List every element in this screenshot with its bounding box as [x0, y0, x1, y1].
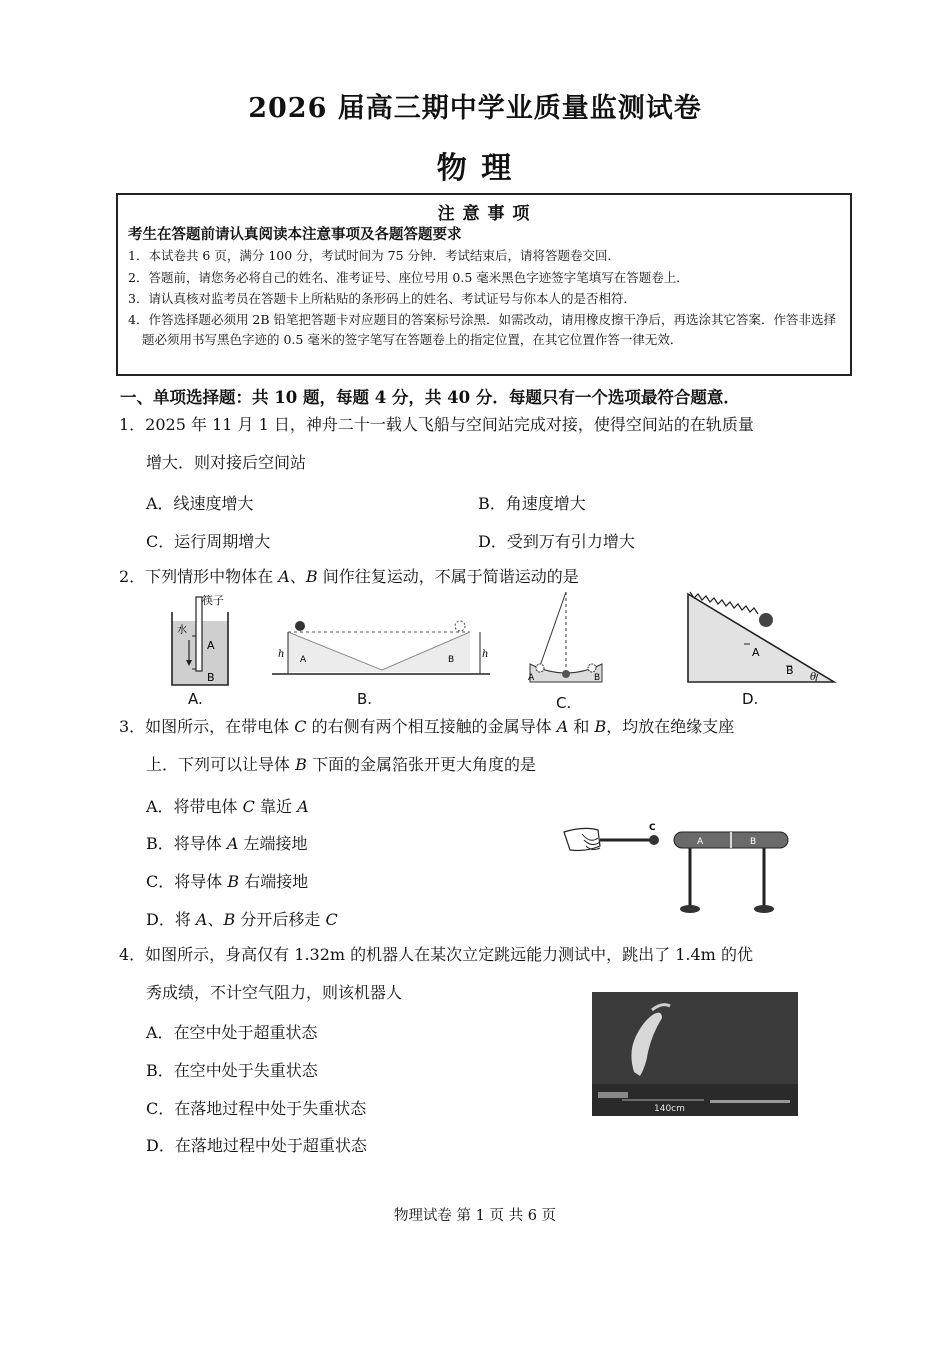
label-chopstick: 筷子 [202, 594, 224, 607]
label-h-left: h [278, 649, 285, 660]
notice-item: 4．作答选择题必须用 2B 铅笔把答题卡对应题目的答案标号涂黑．如需改动，请用橡皮擦干净后，再选涂其它答案．作答非选择题必须用书写黑色字迹的 0.5 毫米的签字笔写在答题卷上的指定位置，在其它位置作答一律无效． [128, 312, 837, 347]
q3-var-b: B [227, 872, 240, 891]
label-a: A [697, 837, 704, 847]
q1-option-b: B．角速度增大 [478, 494, 586, 513]
notice-box [116, 193, 852, 376]
page-footer: 物理试卷 第 1 页 共 6 页 [393, 1208, 557, 1224]
q1-option-c: C．运行周期增大 [146, 532, 271, 551]
q2-var-a: A [278, 567, 290, 586]
ball-center [562, 670, 570, 678]
q3-text: 3．如图所示，在带电体 [119, 717, 295, 736]
label-theta: θ [810, 672, 817, 683]
q3-opt-text: C．将导体 [146, 872, 228, 891]
q3-opt-text: 靠近 [254, 797, 298, 816]
ball-a [536, 664, 544, 672]
incline [688, 594, 834, 682]
q1-option-a: A．线速度增大 [146, 494, 254, 513]
exam-title: 2026 届高三期中学业质量监测试卷 [248, 93, 702, 124]
ball-b [588, 664, 596, 672]
section-heading: 一、单项选择题：共 10 题，每题 4 分，共 40 分．每题只有一个选项最符合题意． [120, 388, 740, 407]
q3-opt-text: 左端接地 [238, 834, 308, 853]
q3-text: 的右侧有两个相互接触的金属导体 [306, 717, 557, 736]
q3-var-a: A [226, 834, 239, 853]
q2-figure-a [165, 592, 237, 692]
q1-stem-line2: 增大．则对接后空间站 [146, 453, 307, 472]
q3-var-c: C [242, 797, 255, 816]
label-b: B [786, 664, 794, 677]
notice-item: 3．请认真核对监考员在答题卡上所粘贴的条形码上的姓名、考试证号与你本人的是否相符． [128, 291, 636, 306]
ball [759, 613, 773, 627]
q3-stem-line1 [119, 717, 734, 737]
label-b: B [750, 837, 757, 847]
q2-stem-sep: 、 [289, 567, 306, 586]
q3-var-b: B [295, 755, 307, 774]
notice-heading: 注 意 事 项 [437, 204, 531, 224]
q3-stem-line2 [146, 755, 536, 775]
q2-figure-b [270, 614, 492, 680]
q4-option-a: A．在空中处于超重状态 [146, 1023, 318, 1042]
q3-var-a: A [195, 910, 208, 929]
q3-opt-text: 分开后移走 [235, 910, 326, 929]
q2-caption-c: C. [556, 694, 572, 712]
q4-stem-line1: 4．如图所示，身高仅有 1.32m 的机器人在某次立定跳远能力测试中，跳出了 1.4m 的优 [119, 945, 753, 964]
q3-opt-text: D．将 [146, 910, 196, 929]
q3-text: ，均放在绝缘支座 [606, 717, 735, 736]
q4-stem-line2: 秀成绩，不计空气阻力，则该机器人 [146, 983, 403, 1002]
q3-opt-text: A．将带电体 [146, 797, 243, 816]
q3-var-a: A [297, 797, 309, 816]
q3-opt-text: B．将导体 [146, 834, 227, 853]
q1-stem-line1: 1．2025 年 11 月 1 日，神舟二十一载人飞船与空间站完成对接，使得空间站的在轨质量 [119, 415, 754, 434]
q3-var-b: B [223, 910, 236, 929]
q2-stem [119, 567, 579, 587]
notice-intro: 考生在答题前请认真阅读本注意事项及各题答题要求 [128, 226, 462, 243]
q3-text: 下面的金属箔张开更大角度的是 [306, 755, 536, 774]
start-mark [598, 1092, 628, 1098]
label-b: B [448, 655, 455, 665]
label-water: 水 [177, 625, 187, 636]
q3-option-b [146, 831, 308, 854]
q2-stem-suffix: 间作往复运动，不属于简谐运动的是 [317, 567, 579, 586]
landing-mark [710, 1100, 790, 1103]
label-a: A [207, 639, 215, 652]
q2-figure-c [522, 590, 606, 688]
notice-item: 2．答题前，请您务必将自己的姓名、准考证号、座位号用 0.5 毫米黑色字迹签字笔填写在答题卷上． [128, 270, 689, 285]
label-b: B [594, 673, 601, 683]
q3-text: 和 [568, 717, 595, 736]
subject-title: 物 理 [436, 151, 514, 186]
q2-stem-prefix: 2．下列情形中物体在 [119, 567, 279, 586]
ball-start [295, 621, 305, 631]
distance-label: 140cm [654, 1104, 685, 1114]
base-right [754, 905, 774, 913]
charged-body-c [649, 835, 659, 845]
label-a: A [752, 646, 760, 659]
q3-option-d [146, 907, 338, 930]
q1-option-d: D．受到万有引力增大 [478, 532, 635, 551]
q3-opt-text: 、 [207, 910, 224, 929]
q2-figure-d [684, 586, 840, 686]
q2-caption-b: B. [357, 690, 373, 708]
q3-opt-text: 右端接地 [239, 872, 309, 891]
q3-figure [560, 820, 800, 916]
label-h-right: h [482, 649, 489, 660]
base-left [680, 905, 700, 913]
notice-item: 1．本试卷共 6 页，满分 100 分，考试时间为 75 分钟．考试结束后，请将答题卷交回． [128, 248, 621, 263]
ball-end [455, 621, 465, 631]
q4-option-d: D．在落地过程中处于超重状态 [146, 1136, 367, 1155]
q3-var-c: C [325, 910, 338, 929]
label-b: B [207, 671, 215, 684]
label-c: C [649, 823, 656, 833]
q3-option-c [146, 869, 308, 892]
q3-var-a: A [556, 717, 569, 736]
label-a: A [528, 673, 535, 683]
label-a: A [300, 655, 307, 665]
q2-var-b: B [305, 567, 318, 586]
q4-option-b: B．在空中处于失重状态 [146, 1061, 318, 1080]
track-shading [288, 632, 470, 672]
chopstick [196, 597, 202, 671]
q2-caption-a: A. [188, 690, 203, 708]
q4-option-c: C．在落地过程中处于失重状态 [146, 1099, 367, 1118]
q3-option-a [146, 794, 309, 817]
q4-photo [592, 992, 798, 1116]
q3-var-c: C [294, 717, 307, 736]
q3-var-b: B [594, 717, 607, 736]
q2-caption-d: D. [742, 690, 759, 708]
pendulum-string [540, 592, 566, 666]
q3-text: 上．下列可以让导体 [146, 755, 296, 774]
